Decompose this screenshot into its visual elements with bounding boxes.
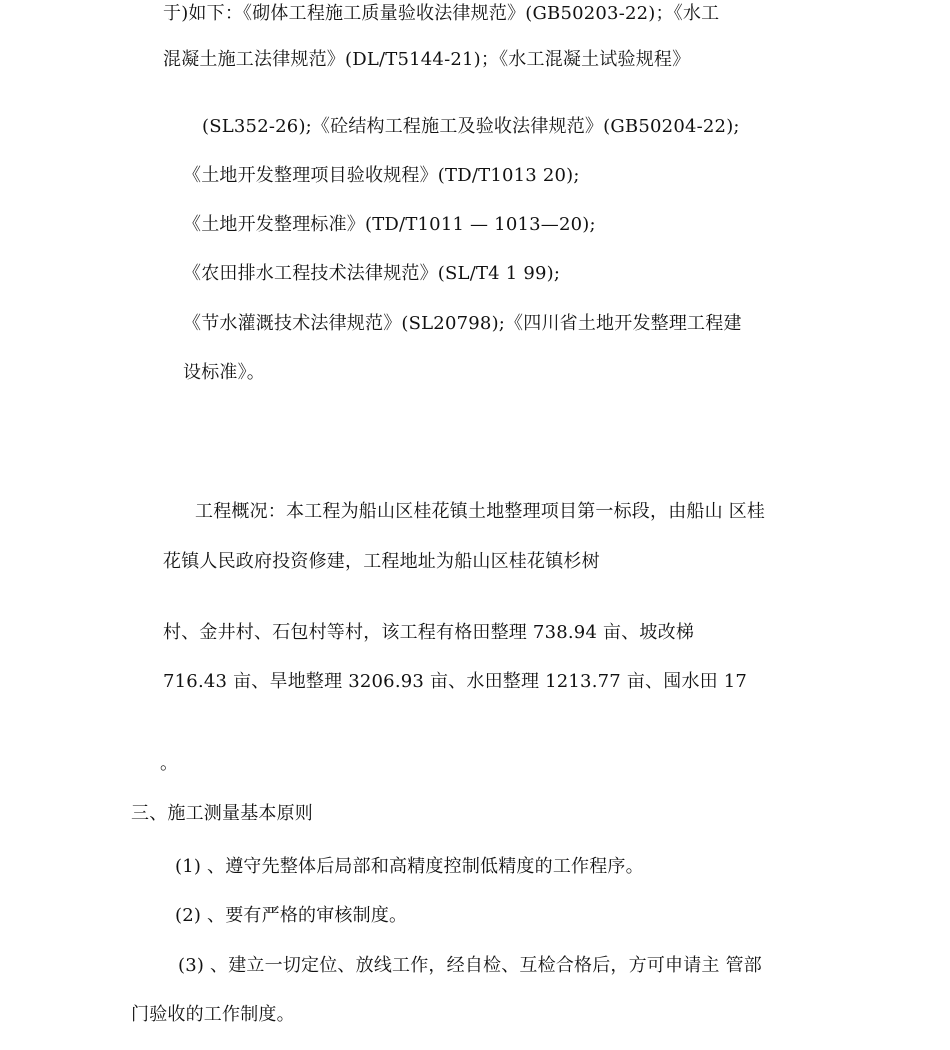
- principle-item-3-cont: 门验收的工作制度。: [131, 1004, 295, 1025]
- standards-line-8: 设标准》。: [183, 362, 265, 383]
- principle-item-2: (2) 、要有严格的审核制度。: [175, 905, 408, 926]
- section-heading: 三、施工测量基本原则: [131, 803, 313, 824]
- overview-line-2: 花镇人民政府投资修建，工程地址为船山区桂花镇杉树: [163, 551, 600, 572]
- overview-line-1: 工程概况：本工程为船山区桂花镇土地整理项目第一标段，由船山 区桂: [195, 501, 766, 522]
- standards-line-5: 《土地开发整理标准》(TD/T1011 — 1013—20);: [183, 214, 596, 235]
- standards-line-6: 《农田排水工程技术法律规范》(SL/T4 1 99);: [183, 263, 561, 284]
- standards-line-3: (SL352-26);《砼结构工程施工及验收法律规范》(GB50204-22);: [202, 116, 740, 137]
- overview-line-5: 。: [160, 753, 179, 774]
- standards-line-7: 《节水灌溉技术法律规范》(SL20798);《四川省土地开发整理工程建: [183, 313, 742, 334]
- principle-item-1: (1) 、遵守先整体后局部和高精度控制低精度的工作程序。: [175, 856, 644, 877]
- principle-item-3: (3) 、建立一切定位、放线工作，经自检、互检合格后，方可申请主 管部: [178, 955, 762, 976]
- standards-line-1: 于)如下：《砌体工程施工质量验收法律规范》(GB50203-22)；《水工: [163, 3, 720, 24]
- standards-line-2: 混凝土施工法律规范》(DL/T5144-21)；《水工混凝土试验规程》: [163, 49, 691, 70]
- overview-line-4: 716.43 亩、旱地整理 3206.93 亩、水田整理 1213.77 亩、囤水田 17: [163, 671, 748, 692]
- overview-line-3: 村、金井村、石包村等村，该工程有格田整理 738.94 亩、坡改梯: [163, 622, 695, 643]
- standards-line-4: 《土地开发整理项目验收规程》(TD/T1013 20);: [183, 165, 580, 186]
